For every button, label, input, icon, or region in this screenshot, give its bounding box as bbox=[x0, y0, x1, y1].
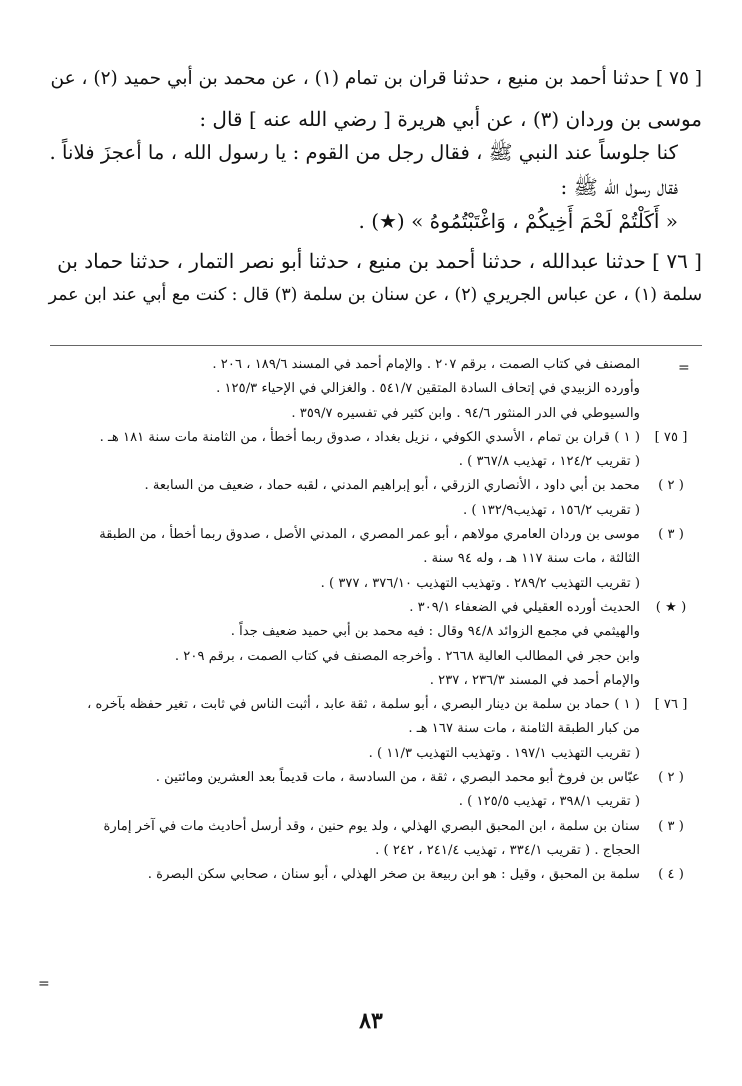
main-line: [ ٧٦ ] حدثنا عبدالله ، حدثنا أحمد بن منيع ، حدثنا أبو نصر التمار ، حدثنا حماد بن bbox=[57, 249, 702, 273]
main-line: فقال رسول الله ﷺ : bbox=[560, 175, 678, 199]
footnote-line bbox=[40, 426, 702, 450]
footnote-number: ( ٢ ) bbox=[658, 770, 684, 786]
footnote-line bbox=[40, 645, 702, 669]
footnote-line bbox=[40, 693, 702, 717]
footnote-line bbox=[40, 790, 702, 814]
footnote-number: ( ٢ ) bbox=[658, 478, 684, 494]
continuation-mark: = bbox=[38, 976, 50, 992]
main-line: « أَكَلْتُمْ لَحْمَ أَخِيكُمْ ، وَاغْتَبْتُمُوهُ » (★) . bbox=[358, 209, 678, 233]
footnote-text: المصنف في كتاب الصمت ، برقم ٢٠٧ . والإمام أحمد في المسند ١٨٩/٦ ، ٢٠٦ . bbox=[212, 357, 640, 372]
footnote-text: ( تقريب التهذيب ٢٨٩/٢ . وتهذيب التهذيب ٣٧٦/١٠ ، ٣٧٧ ) . bbox=[320, 575, 640, 591]
page-number: ٨٣ bbox=[359, 1008, 383, 1034]
footnote-text: من كبار الطبقة الثامنة ، مات سنة ١٦٧ هـ . bbox=[408, 721, 640, 737]
footnote-line bbox=[40, 353, 702, 377]
footnote-text: ( ١ ) حماد بن سلمة بن دينار البصري ، أبو سلمة ، ثقة عابد ، أثبت الناس في ثابت ، تغير حفظه بآخره ، bbox=[87, 697, 640, 713]
footnote-line bbox=[40, 669, 702, 693]
footnote-line bbox=[40, 717, 702, 741]
footnote-text: وابن حجر في المطالب العالية ٢٦٦٨ . وأخرجه المصنف في كتاب الصمت ، برقم ٢٠٩ . bbox=[174, 648, 640, 664]
footnote-text: والهيثمي في مجمع الزوائد ٩٤/٨ وقال : فيه محمد بن أبي حميد ضعيف جداً . bbox=[230, 624, 640, 640]
footnote-text: محمد بن أبي داود ، الأنصاري الزرقي ، أبو إبراهيم المدني ، لقبه حماد ، ضعيف من السابعة . bbox=[144, 478, 640, 494]
footnote-text: ( تقريب التهذيب ١٩٧/١ . وتهذيب التهذيب ١١/٣ ) . bbox=[368, 745, 640, 761]
footnote-line bbox=[40, 742, 702, 766]
footnote-text: سنان بن سلمة ، ابن المحبق البصري الهذلي ، ولد يوم حنين ، وقد أرسل أحاديث مات في آخر إمارة bbox=[103, 818, 640, 834]
footnote-line bbox=[40, 547, 702, 571]
footnote-line bbox=[40, 863, 702, 887]
footnote-number: ( ٣ ) bbox=[658, 818, 684, 834]
footnote-line bbox=[40, 377, 702, 401]
main-line: [ ٧٥ ] حدثنا أحمد بن منيع ، حدثنا قران بن تمام (١) ، عن محمد بن أبي حميد (٢) ، عن bbox=[50, 68, 702, 89]
footnote-line bbox=[40, 620, 702, 644]
footnote-line bbox=[40, 839, 702, 863]
footnote-text: وأورده الزبيدي في إتحاف السادة المتقين ٥٤١/٧ . والغزالي في الإحياء ١٢٥/٣ . bbox=[216, 381, 640, 397]
footnote-text: سلمة بن المحبق ، وقيل : هو ابن ربيعة بن صخر الهذلي ، أبو سنان ، صحابي سكن البصرة . bbox=[147, 867, 640, 883]
footnote-text: الثالثة ، مات سنة ١١٧ هـ ، وله ٩٤ سنة . bbox=[423, 551, 640, 567]
footnote-line bbox=[40, 572, 702, 596]
continuation-mark: = bbox=[678, 360, 690, 376]
footnote-line bbox=[40, 766, 702, 790]
footnote-text: ( تقريب ٣٩٨/١ ، تهذيب ١٢٥/٥ ) . bbox=[458, 794, 640, 810]
main-line: كنا جلوساً عند النبي ﷺ ، فقال رجل من القوم : يا رسول الله ، ما أعجزَ فلاناً . bbox=[49, 141, 678, 164]
footnote-line bbox=[40, 596, 702, 620]
hadith-text bbox=[50, 62, 702, 312]
footnote-number: ( ★ ) bbox=[655, 599, 687, 615]
footnotes bbox=[40, 353, 702, 888]
footnote-text: الحجاج . ( تقريب ٣٣٤/١ ، تهذيب ٢٤١/٤ ، ٢٤٢ ) . bbox=[375, 842, 640, 858]
footnote-line bbox=[40, 474, 702, 498]
footnote-text: ( تقريب ١٥٦/٢ ، تهذيب١٣٢/٩ ) . bbox=[462, 502, 640, 518]
footnote-text: ( ١ ) قران بن تمام ، الأسدي الكوفي ، نزيل بغداد ، صدوق ربما أخطأ ، من الثامنة مات سنة ١٨١ هـ . bbox=[99, 429, 640, 445]
main-line: سلمة (١) ، عن عباس الجريري (٢) ، عن سنان بن سلمة (٣) قال : كنت مع أبي عند ابن عمر bbox=[48, 285, 702, 305]
footnote-text: عبّاس بن فروخ أبو محمد البصري ، ثقة ، من السادسة ، مات قديماً بعد العشرين ومائتين . bbox=[155, 770, 640, 786]
main-line: موسى بن وردان (٣) ، عن أبي هريرة [ رضي الله عنه ] قال : bbox=[199, 107, 702, 131]
footnote-text: والسيوطي في الدر المنثور ٩٤/٦ . وابن كثير في تفسيره ٣٥٩/٧ . bbox=[291, 405, 640, 421]
footnote-line bbox=[40, 402, 702, 426]
footnote-line bbox=[40, 499, 702, 523]
footnote-text: والإمام أحمد في المسند ٢٣٦/٣ ، ٢٣٧ . bbox=[429, 672, 640, 688]
footnote-number: [ ٧٦ ] bbox=[654, 697, 688, 713]
footnote-line bbox=[40, 523, 702, 547]
footnote-number: ( ٣ ) bbox=[658, 527, 684, 543]
footnote-text: موسى بن وردان العامري مولاهم ، أبو عمر المصري ، المدني الأصل ، صدوق ربما أخطأ ، من الطبقة bbox=[99, 527, 640, 543]
footnote-number: ( ٤ ) bbox=[658, 867, 684, 883]
footnote-line bbox=[40, 450, 702, 474]
footnote-text: ( تقريب ١٢٤/٢ ، تهذيب ٣٦٧/٨ ) . bbox=[458, 454, 640, 470]
footnote-divider bbox=[50, 345, 702, 346]
footnote-number: [ ٧٥ ] bbox=[654, 429, 688, 445]
footnote-text: الحديث أورده العقيلي في الضعفاء ٣٠٩/١ . bbox=[409, 599, 640, 615]
footnote-line bbox=[40, 815, 702, 839]
